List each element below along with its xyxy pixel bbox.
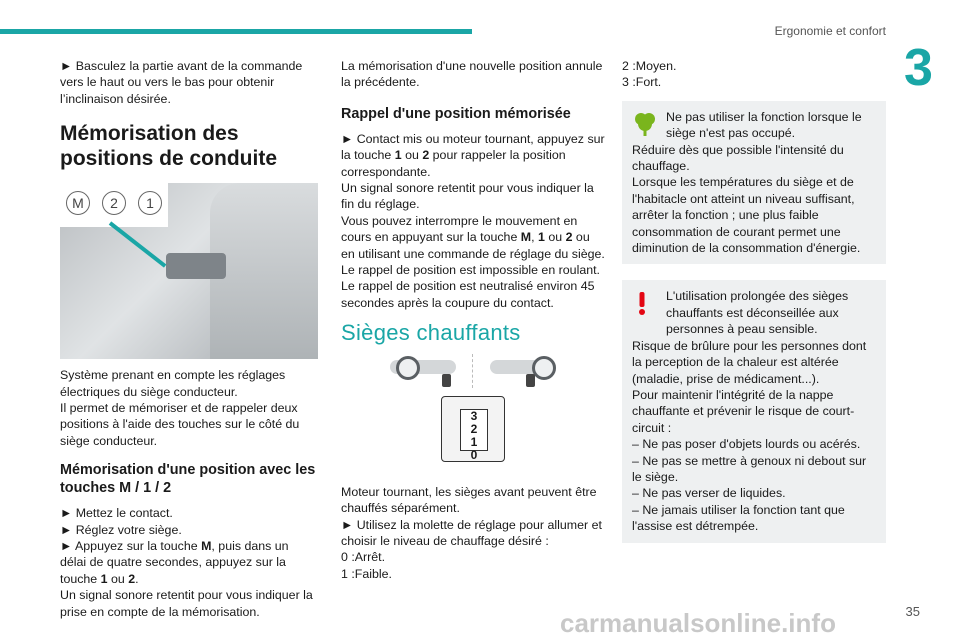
page-number: 35 [905,604,920,619]
warn-line-7: – Ne jamais utiliser la fonction tant que l'assise est détrempée. [632,502,845,534]
step-2: ► Réglez votre siège. [60,522,318,538]
column-2 [341,58,605,582]
seat-shape [210,183,318,359]
heat-step: ► Utilisez la molette de réglage pour allumer et choisir le niveau de chauffage désiré : [341,517,605,550]
eco-line-1: Ne pas utiliser la fonction lorsque le siège n'est pas occupé. [666,109,862,141]
eco-tree-icon [634,111,656,137]
level-2: 2 :Moyen. [622,59,677,73]
column-1 [60,58,318,620]
recall-p5: Le rappel de position est neutralisé environ 45 secondes après la coupure du contact. [341,279,595,310]
knob-marker-icon [442,374,451,387]
eco-line-3: Lorsque les températures du siège et de l'habitacle ont atteint un niveau suffisant, arrêter la fonction ; une plus faible consommation de courant permet une diminution de la consommation d'énergie. [632,175,861,256]
warn-line-5: – Ne pas se mettre à genoux ni debout sur le siège. [632,453,867,484]
eco-note [622,101,886,265]
heated-seats-illustration [341,354,605,388]
step-1: ► Mettez le contact. [60,505,318,521]
warning-icon [634,290,650,316]
memorize-subtitle: Mémorisation d'une position avec les touches M / 1 / 2 [60,462,316,497]
two-button-icon: 2 [102,191,126,215]
memory-overwrite-note: La mémorisation d'une nouvelle position annule la précédente. [341,59,603,90]
heating-levels: 3 2 1 0 [460,409,488,451]
intro-bullet: ► Basculez la partie avant de la commande vers le haut ou vers le bas pour obtenir l’inclinaison désirée. [60,58,318,107]
m-button-icon: M [66,191,90,215]
warn-line-1: L'utilisation prolongée des sièges chauffants est déconseillée aux personnes à peau sensible. [666,289,849,337]
warn-line-3: Pour maintenir l'intégrité de la nappe chauffante et prévenir le risque de court-circuit : [632,387,855,435]
right-seat-icon [490,354,556,384]
warn-line-4: – Ne pas poser d'objets lourds ou acérés. [632,437,861,452]
steering-wheel-icon [396,356,420,380]
eco-line-2: Réduire dès que possible l'intensité du chauffage. [632,142,844,174]
heating-dial-icon [441,396,505,462]
warn-line-2: Risque de brûlure pour les personnes dont la perception de la chaleur est altérée (maladie, prise de médicament...). [632,338,867,386]
recall-p3: Vous pouvez interrompre le mouvement en cours en appuyant sur la touche M, 1 ou 2 ou en utilisant une commande de réglage du siège. [341,213,605,261]
header-accent-bar [0,29,472,34]
desc-2: Il permet de mémoriser et de rappeler deux positions à l'aide des touches sur le côté du siège conducteur. [60,401,300,448]
level-1: 1 :Faible. [341,566,392,581]
memorize-final: Un signal sonore retentit pour vous indiquer la prise en compte de la mémorisation. [60,588,313,619]
seat-memory-photo [60,183,318,359]
column-3 [622,58,886,543]
heat-desc-1: Moteur tournant, les sièges avant peuvent être chauffés séparément. [341,484,597,516]
level-0: 0 :Arrêt. [341,550,386,565]
level-3: 3 :Fort. [622,75,662,90]
heated-seats-title: Sièges chauffants [341,320,521,346]
desc-1: Système prenant en compte les réglages électriques du siège conducteur. [60,368,286,399]
recall-p2: Un signal sonore retentit pour vous indiquer la fin du réglage. [341,181,594,212]
step-3: ► Appuyez sur la touche M, puis dans un délai de quatre secondes, appuyez sur la touche 1 ou 2. [60,538,318,587]
seat-divider [472,354,474,388]
section-title: Ergonomie et confort [774,24,886,38]
warning-note [622,280,886,542]
recall-step: ► Contact mis ou moteur tournant, appuyez sur la touche 1 ou 2 pour rappeler la position correspondante. [341,131,605,180]
pointer-line [109,222,167,268]
memory-button-panel [166,253,226,279]
warn-line-6: – Ne pas verser de liquides. [632,486,786,501]
recall-subtitle: Rappel d'une position mémorisée [341,105,571,122]
steering-wheel-icon [532,356,556,380]
left-seat-icon [390,354,456,384]
recall-p4: Le rappel de position est impossible en roulant. [341,263,600,278]
chapter-number: 3 [904,39,933,97]
memory-title: Mémorisation des positions de conduite [60,122,278,171]
one-button-icon: 1 [138,191,162,215]
watermark: carmanualsonline.info [560,608,836,638]
knob-marker-icon [526,374,535,387]
